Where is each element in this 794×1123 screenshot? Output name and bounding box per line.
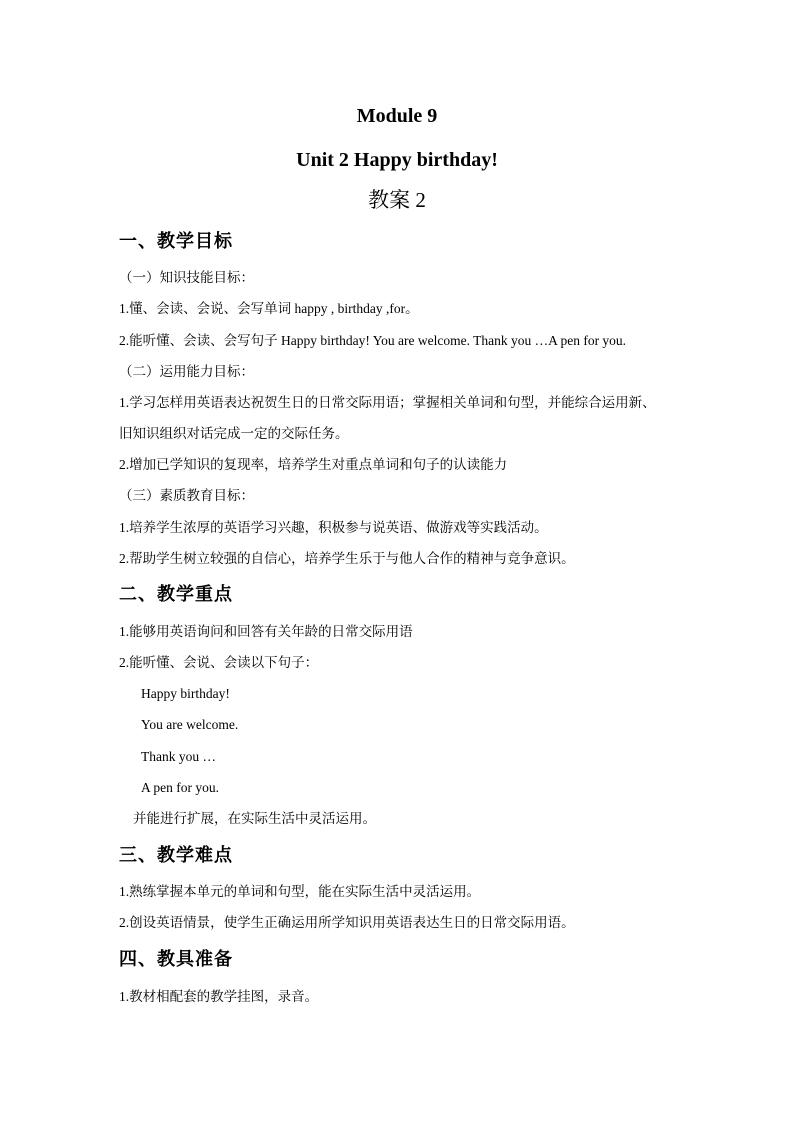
section-heading-materials: 四、教具准备 (119, 949, 233, 970)
example-sentence: Thank you … (141, 749, 216, 764)
objective-line-continued: 旧知识组织对话完成一定的交际任务。 (119, 426, 349, 441)
objective-line: 2.能听懂、会读、会写句子 Happy birthday! You are welcome. Thank you …A pen for you. (119, 333, 627, 348)
difficulty-line: 2.创设英语情景，使学生正确运用所学知识用英语表达生日的日常交际用语。 (119, 915, 575, 930)
difficulty-line: 1.熟练掌握本单元的单词和句型，能在实际生活中灵活运用。 (119, 884, 481, 899)
example-sentence: You are welcome. (141, 717, 239, 732)
subheading-quality-education: （三）素质教育目标： (119, 488, 254, 503)
section-heading-difficulties: 三、教学难点 (119, 845, 233, 866)
section-heading-key-points: 二、教学重点 (119, 584, 233, 605)
subheading-knowledge-skills: （一）知识技能目标： (119, 270, 254, 285)
subheading-application-ability: （二）运用能力目标： (119, 364, 254, 379)
lesson-plan-title: 教案 2 (368, 188, 426, 212)
key-point-line: 2.能听懂、会说、会读以下句子： (119, 655, 319, 670)
example-sentence: Happy birthday! (141, 686, 230, 701)
key-point-line: 1.能够用英语询问和回答有关年龄的日常交际用语 (119, 624, 413, 639)
section-heading-objectives: 一、教学目标 (119, 231, 233, 252)
module-title: Module 9 (356, 105, 438, 127)
objective-line: 1.学习怎样用英语表达祝贺生日的日常交际用语；掌握相关单词和句型，并能综合运用新、 (119, 395, 656, 410)
objective-line: 2.帮助学生树立较强的自信心，培养学生乐于与他人合作的精神与竞争意识。 (119, 551, 575, 566)
materials-line: 1.教材相配套的教学挂图，录音。 (119, 989, 319, 1004)
example-sentence: A pen for you. (141, 780, 219, 795)
unit-title: Unit 2 Happy birthday! (296, 149, 498, 171)
objective-line: 1.培养学生浓厚的英语学习兴趣，积极参与说英语、做游戏等实践活动。 (119, 520, 548, 535)
objective-line: 2.增加已学知识的复现率，培养学生对重点单词和句子的认读能力 (119, 457, 508, 472)
key-point-note: 并能进行扩展，在实际生活中灵活运用。 (133, 811, 376, 826)
objective-line: 1.懂、会读、会说、会写单词 happy , birthday ,for。 (119, 301, 419, 316)
